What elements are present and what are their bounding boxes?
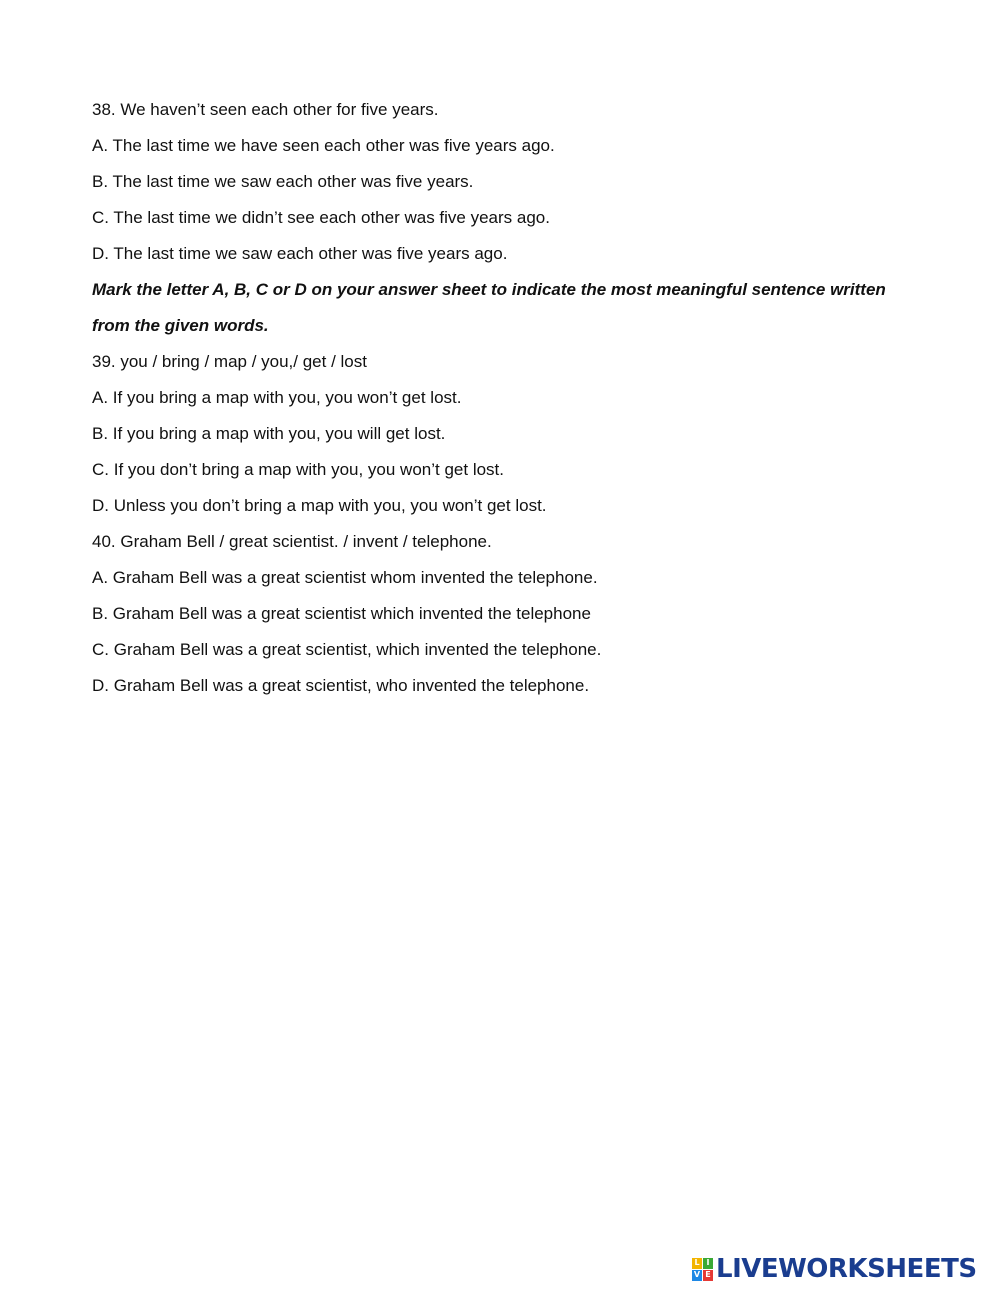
instruction-text: from the given words.	[92, 316, 269, 335]
logo-mark-cell: V	[693, 1270, 701, 1279]
instruction-text: Mark the letter A, B, C or D on your answer sheet to indicate the most meaningful sentence written	[92, 280, 886, 299]
document-line: D. The last time we saw each other was five years ago.	[92, 244, 508, 263]
document-line: C. Graham Bell was a great scientist, which invented the telephone.	[92, 640, 602, 659]
logo-text: LIVEWORKSHEETS	[716, 1254, 977, 1284]
document-line: A. Graham Bell was a great scientist whom invented the telephone.	[92, 568, 598, 587]
document-line: 40. Graham Bell / great scientist. / invent / telephone.	[92, 532, 492, 551]
logo-mark-cell: E	[703, 1270, 713, 1281]
document-line: A. The last time we have seen each other was five years ago.	[92, 136, 555, 155]
logo-mark-cell: L	[692, 1258, 702, 1269]
liveworksheets-logo	[692, 1254, 977, 1284]
logo-mark-icon	[692, 1258, 713, 1281]
document-line: C. If you don’t bring a map with you, you won’t get lost.	[92, 460, 504, 479]
document-line: B. Graham Bell was a great scientist which invented the telephone	[92, 604, 591, 623]
document-line: 39. you / bring / map / you,/ get / lost	[92, 352, 367, 371]
document-line: C. The last time we didn’t see each other was five years ago.	[92, 208, 550, 227]
document-line: A. If you bring a map with you, you won’t get lost.	[92, 388, 462, 407]
document-line: B. The last time we saw each other was five years.	[92, 172, 474, 191]
document-line: D. Graham Bell was a great scientist, who invented the telephone.	[92, 676, 590, 695]
logo-mark-cell: I	[703, 1258, 713, 1269]
document-line: B. If you bring a map with you, you will get lost.	[92, 424, 446, 443]
worksheet-page	[92, 92, 922, 704]
document-line: D. Unless you don’t bring a map with you, you won’t get lost.	[92, 496, 547, 515]
document-line: 38. We haven’t seen each other for five years.	[92, 100, 439, 119]
